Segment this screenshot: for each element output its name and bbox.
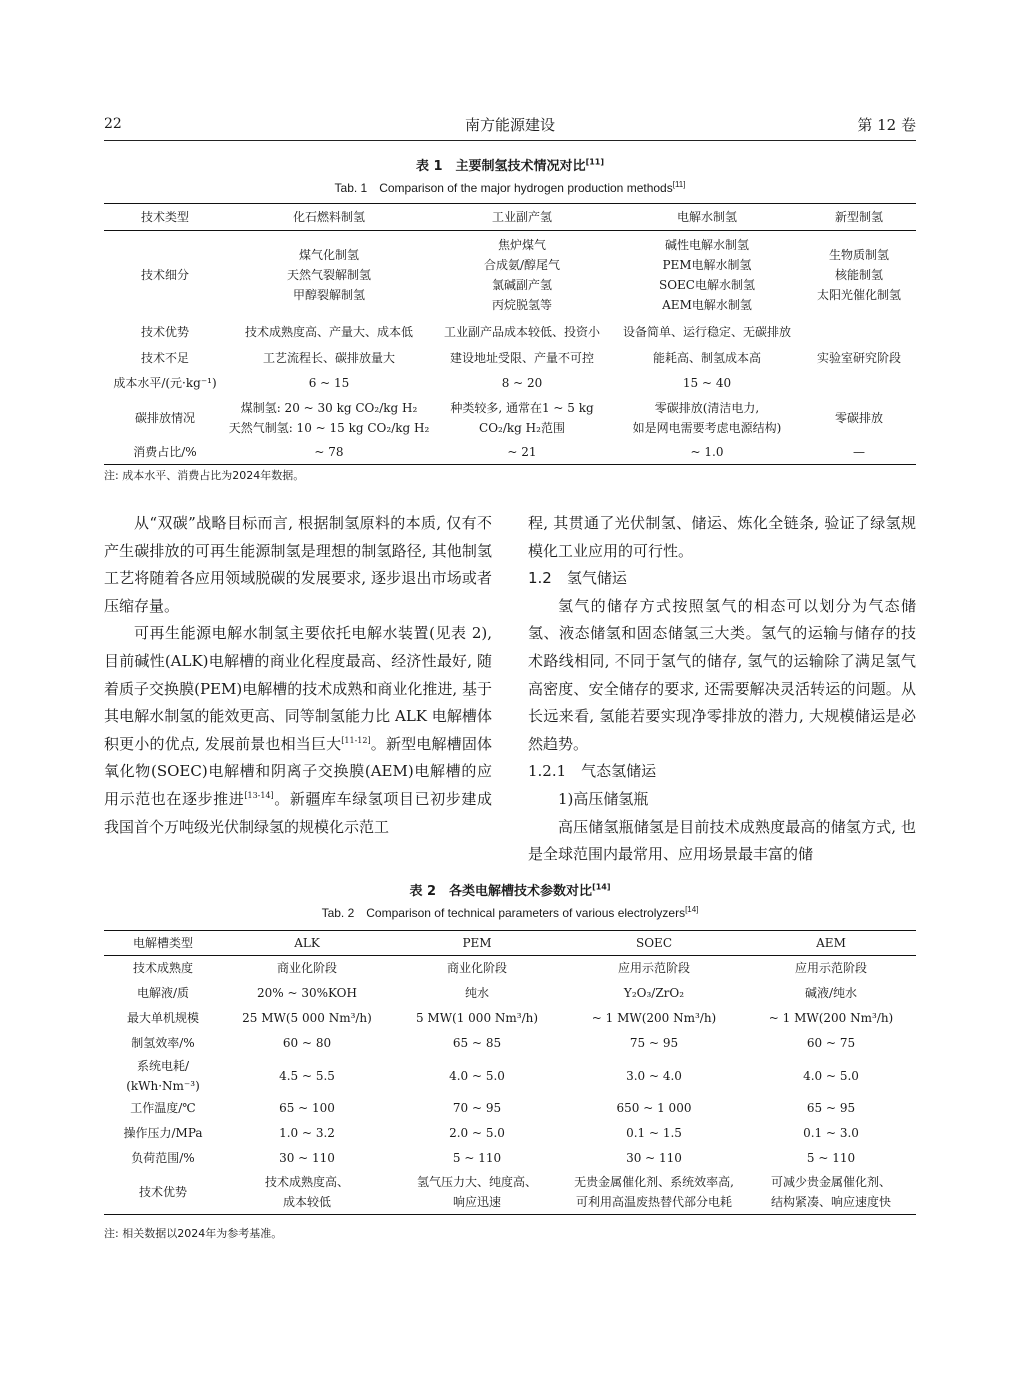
table2-header-cell: SOEC — [636, 936, 672, 950]
table2-cell — [222, 1146, 392, 1171]
table2-header-cell: AEM — [816, 936, 846, 950]
table2-row-label — [104, 1006, 222, 1031]
cell-line: PEM电解水制氢 — [662, 257, 752, 272]
cell-line: 6 ~ 15 — [308, 376, 350, 390]
table1-cell — [432, 396, 612, 440]
table2-cell — [392, 956, 562, 981]
table2-cell — [562, 1031, 746, 1056]
cell-line: 最大单机规模 — [126, 1011, 199, 1025]
table2-cell — [746, 1146, 916, 1171]
table1-row-label: 技术优势 — [140, 325, 189, 339]
table2-cell — [746, 1006, 916, 1031]
table2-caption-en: Tab. 2 Comparison of technical parameters of various electrolyzers[14] — [321, 905, 699, 920]
table2-row-label — [104, 1056, 222, 1096]
cell-line: 种类较多, 通常在1 ~ 5 kg — [450, 400, 594, 415]
table1-header-row — [104, 204, 916, 231]
cell-line: 30 ~ 110 — [279, 1151, 335, 1165]
cell-line: 工作温度/℃ — [130, 1101, 196, 1115]
cell-line: 系统电耗/ — [136, 1058, 190, 1073]
cell-line: 丙烷脱氢等 — [491, 297, 552, 312]
cell-line: SOEC电解水制氢 — [658, 277, 755, 292]
volume-label: 第 12 卷 — [857, 116, 916, 134]
cell-line: 70 ~ 95 — [452, 1101, 502, 1115]
table2-cell — [562, 1056, 746, 1096]
table1-cell — [226, 440, 432, 465]
table1-row — [104, 346, 916, 371]
table2-cell — [222, 1006, 392, 1031]
cell-line: 核能制氢 — [834, 267, 883, 282]
cell-line: 碱性电解水制氢 — [664, 237, 749, 252]
cell-line: 操作压力/MPa — [123, 1126, 203, 1140]
table2-cell — [562, 1096, 746, 1121]
table2-header-cell: ALK — [294, 936, 320, 950]
cell-line: 工艺流程长、碳排放量大 — [262, 351, 395, 365]
table2-cell — [746, 1121, 916, 1146]
table1-cell — [432, 371, 612, 396]
cell-line: 1.0 ~ 3.2 — [279, 1126, 335, 1140]
cell-line: 2.0 ~ 5.0 — [449, 1126, 505, 1140]
table2-cell — [222, 1121, 392, 1146]
cell-line: 甲醇裂解制氢 — [292, 287, 365, 302]
cell-line: 商业化阶段 — [276, 961, 337, 976]
cell-line: 零碳排放 — [834, 410, 883, 425]
table2-cell — [222, 956, 392, 981]
table2-cell — [392, 1121, 562, 1146]
table2-row — [104, 1171, 916, 1215]
cell-line: 可减少贵金属催化剂、 — [770, 1175, 891, 1190]
cell-line: (kWh·Nm⁻³) — [126, 1078, 200, 1093]
cell-line: 负荷范围/% — [131, 1151, 195, 1165]
cell-line: 煤制氢: 20 ~ 30 kg CO₂/kg H₂ — [240, 400, 418, 415]
table1-row-label: 成本水平/(元·kg⁻¹) — [113, 376, 217, 390]
cell-line: 4.5 ~ 5.5 — [279, 1068, 335, 1083]
cell-line: 纯水 — [464, 986, 489, 1000]
cell-line: 5 ~ 110 — [452, 1151, 502, 1165]
cell-line: 合成氨/醇尾气 — [483, 257, 561, 272]
cell-line: 零碳排放(清洁电力, — [654, 400, 760, 415]
table2-row — [104, 1146, 916, 1171]
table1-header-cell: 新型制氢 — [834, 210, 883, 224]
table1-cell — [226, 396, 432, 440]
table1-row — [104, 371, 916, 396]
cell-line: Y₂O₃/ZrO₂ — [623, 986, 685, 1000]
cell-line: 氯碱副产氢 — [491, 277, 552, 292]
cell-line: 煤气化制氢 — [298, 247, 359, 262]
cell-line: 太阳光催化制氢 — [816, 287, 901, 302]
cell-line: 65 ~ 100 — [279, 1101, 335, 1115]
cell-line: 电解液/质 — [136, 986, 190, 1000]
table2-row-label — [104, 956, 222, 981]
table2-row — [104, 1006, 916, 1031]
table1-header-cell: 化石燃料制氢 — [292, 210, 365, 224]
table1-header-cell: 电解水制氢 — [676, 210, 737, 224]
table1-cell — [226, 371, 432, 396]
table2-header-cell: PEM — [462, 936, 492, 950]
table2-row — [104, 1031, 916, 1056]
cell-line: 建设地址受限、产量不可控 — [449, 351, 594, 365]
cell-line: ~ 1.0 — [690, 444, 724, 459]
table1-cell — [612, 231, 802, 319]
cell-line: ~ 78 — [314, 444, 344, 459]
table1-header-cell: 技术类型 — [140, 210, 189, 224]
cell-line: 3.0 ~ 4.0 — [626, 1068, 682, 1083]
cell-line: 可利用高温废热替代部分电耗 — [575, 1195, 732, 1210]
table1-cell — [432, 231, 612, 319]
table2-row — [104, 956, 916, 981]
table1-cell — [432, 346, 612, 371]
table1-cell — [802, 440, 916, 465]
table2-cell — [562, 1006, 746, 1031]
cell-line: 5 MW(1 000 Nm³/h) — [415, 1011, 539, 1025]
cell-line: 20% ~ 30%KOH — [257, 986, 357, 1000]
table2-cell — [392, 1006, 562, 1031]
table2-row-label — [104, 1031, 222, 1056]
cell-line: ~ 1 MW(200 Nm³/h) — [591, 1011, 717, 1025]
table2-cell — [746, 1056, 916, 1096]
table2-header-row — [104, 931, 916, 956]
table1-cell — [802, 319, 916, 346]
cell-line: 0.1 ~ 3.0 — [803, 1126, 859, 1140]
cell-line: 4.0 ~ 5.0 — [449, 1068, 505, 1083]
cell-line: 工业副产品成本较低、投资小 — [443, 325, 600, 339]
table2-cell — [746, 981, 916, 1006]
table2-row-label — [104, 981, 222, 1006]
table2-cell — [222, 1056, 392, 1096]
table1-header-cell: 工业副产氢 — [491, 210, 552, 224]
cell-line: 65 ~ 85 — [452, 1036, 502, 1050]
cell-line: 天然气制氢: 10 ~ 15 kg CO₂/kg H₂ — [228, 420, 430, 435]
table1-note: 注: 成本水平、消费占比为2024年数据。 — [104, 469, 305, 482]
table2-cell — [222, 1096, 392, 1121]
table2-cell — [562, 956, 746, 981]
cell-line: 如是网电需要考虑电源结构) — [632, 420, 782, 435]
table2-cell — [222, 1171, 392, 1215]
cell-line: 0.1 ~ 1.5 — [626, 1126, 682, 1140]
table1-cell — [802, 371, 916, 396]
cell-line: 5 ~ 110 — [806, 1151, 856, 1165]
table2-row — [104, 981, 916, 1006]
cell-line: ~ 21 — [507, 444, 537, 459]
cell-line: 8 ~ 20 — [501, 376, 543, 390]
paragraph: 氢气的储存方式按照氢气的相态可以划分为气态储氢、液态储氢和固态储氢三大类。氢气的运输与储存的技术路线相同, 不同于氢气的储存, 氢气的运输除了满足氢气高密度、安全储存的要求, 还需要解决灵活转运的问题。从长远来看, 氢能若要实现净零排放的潜力, 大规模储运是必然趋势。 — [528, 596, 916, 753]
table2-row-label — [104, 1096, 222, 1121]
table1-cell — [802, 231, 916, 319]
table2-cell — [222, 1031, 392, 1056]
table2-cell — [562, 1121, 746, 1146]
table2-cell — [392, 1146, 562, 1171]
running-header — [104, 113, 916, 137]
subsection-heading: 1.2.1 气态氢储运 — [528, 762, 657, 781]
table2 — [104, 930, 916, 1215]
table1-row-label: 碳排放情况 — [134, 410, 195, 425]
table1-row — [104, 440, 916, 465]
table2-cell — [562, 981, 746, 1006]
table1-row-label: 消费占比/% — [133, 444, 197, 459]
header-rule — [104, 140, 916, 141]
body-right-column — [528, 510, 916, 869]
cell-line: 商业化阶段 — [446, 961, 507, 976]
cell-line: 4.0 ~ 5.0 — [803, 1068, 859, 1083]
section-heading: 1.2 氢气储运 — [528, 569, 627, 588]
cell-line: 技术成熟度 — [132, 961, 193, 976]
table2-caption-zh: 表 2 各类电解槽技术参数对比[14] — [409, 882, 611, 899]
cell-line: 生物质制氢 — [828, 247, 889, 262]
table2-cell — [222, 981, 392, 1006]
table1-cell — [802, 346, 916, 371]
table2-row-label — [104, 1171, 222, 1215]
cell-line: 无贵金属催化剂、系统效率高, — [574, 1175, 734, 1190]
table2-cell — [746, 956, 916, 981]
cell-line: 天然气裂解制氢 — [286, 267, 371, 282]
table2-cell — [562, 1146, 746, 1171]
paragraph: 可再生能源电解水制氢主要依托电解水装置(见表 2), 目前碱性(ALK)电解槽的商业化程度最高、经济性最好, 随着质子交换膜(PEM)电解槽的技术成熟和商业化推进, 基于其电解水制氢的能效更高、同等制氢能力比 ALK 电解槽体积更小的优点, 发展前景也相当巨大[11-12]。新型电解槽固体氧化物(SOEC)电解槽和阴离子交换膜(AEM)电解槽的应用示范也在逐步推进[13-14]。新疆库车绿氢项目已初步建成我国首个万吨级光伏制绿氢的规模化示范工 — [104, 624, 492, 836]
cell-line: 响应迅速 — [452, 1195, 501, 1210]
cell-line: CO₂/kg H₂范围 — [479, 420, 565, 435]
table2-cell — [392, 1031, 562, 1056]
cell-line: 60 ~ 75 — [806, 1036, 856, 1050]
table1-caption-zh: 表 1 主要制氢技术情况对比[11] — [415, 157, 605, 174]
journal-title: 南方能源建设 — [464, 116, 555, 134]
cell-line: 60 ~ 80 — [282, 1036, 332, 1050]
cell-line: — — [853, 444, 865, 459]
table1-cell — [612, 396, 802, 440]
table1-cell — [612, 346, 802, 371]
table1-cell — [432, 440, 612, 465]
table1 — [104, 203, 916, 465]
table2-cell — [392, 981, 562, 1006]
table1-row — [104, 319, 916, 346]
table1-caption-en: Tab. 1 Comparison of the major hydrogen production methods[11] — [334, 180, 686, 195]
table2-row — [104, 1096, 916, 1121]
cell-line: 15 ~ 40 — [682, 376, 732, 390]
table1-row-label: 技术不足 — [140, 351, 189, 365]
cell-line: 25 MW(5 000 Nm³/h) — [242, 1011, 372, 1025]
table1-cell — [226, 346, 432, 371]
paragraph-continued: 程, 其贯通了光伏制氢、储运、炼化全链条, 验证了绿氢规模化工业应用的可行性。 — [528, 514, 916, 560]
table2-row — [104, 1056, 916, 1096]
cell-line: 焦炉煤气 — [497, 237, 546, 252]
cell-line: 成本较低 — [282, 1195, 331, 1210]
table2-cell — [746, 1171, 916, 1215]
body-left-column — [104, 510, 492, 841]
table2-row-label — [104, 1146, 222, 1171]
cell-line: 65 ~ 95 — [806, 1101, 856, 1115]
table2-note: 注: 相关数据以2024年为参考基准。 — [104, 1227, 283, 1240]
table2-cell — [392, 1096, 562, 1121]
table2-row — [104, 1121, 916, 1146]
table2-row-label — [104, 1121, 222, 1146]
cell-line: AEM电解水制氢 — [662, 297, 752, 312]
table2-header-cell: 电解槽类型 — [132, 936, 193, 950]
cell-line: 30 ~ 110 — [626, 1151, 682, 1165]
table2-cell — [746, 1096, 916, 1121]
cell-line: 技术优势 — [138, 1185, 187, 1200]
cell-line: 制氢效率/% — [131, 1036, 195, 1050]
cell-line: 氢气压力大、纯度高、 — [416, 1175, 537, 1190]
table1-row — [104, 231, 916, 319]
cell-line: 实验室研究阶段 — [816, 351, 901, 365]
cell-line: 75 ~ 95 — [629, 1036, 679, 1050]
page-number: 22 — [104, 116, 122, 132]
cell-line: 应用示范阶段 — [794, 961, 867, 976]
table2-cell — [392, 1056, 562, 1096]
table1-cell — [612, 440, 802, 465]
table1-row — [104, 396, 916, 440]
table1-cell — [612, 371, 802, 396]
cell-line: 设备简单、运行稳定、无碳排放 — [622, 325, 791, 339]
table1-cell — [226, 231, 432, 319]
cell-line: 能耗高、制氢成本高 — [652, 351, 761, 365]
cell-line: 应用示范阶段 — [617, 961, 690, 976]
cell-line: 结构紧凑、响应速度快 — [770, 1195, 891, 1210]
table2-cell — [746, 1031, 916, 1056]
table1-cell — [802, 396, 916, 440]
cell-line: 技术成熟度高、 — [264, 1175, 349, 1190]
paragraph: 高压储氢瓶储氢是目前技术成熟度最高的储氢方式, 也是全球范围内最常用、应用场景最丰富的储 — [528, 817, 916, 864]
cell-line: 650 ~ 1 000 — [616, 1101, 692, 1115]
table2-cell — [562, 1171, 746, 1215]
table2-cell — [392, 1171, 562, 1215]
cell-line: 技术成熟度高、产量大、成本低 — [244, 325, 413, 339]
table1-cell — [612, 319, 802, 346]
list-item-heading: 1)高压储氢瓶 — [558, 789, 649, 808]
table1-cell — [226, 319, 432, 346]
cell-line: ~ 1 MW(200 Nm³/h) — [768, 1011, 894, 1025]
table1-row-label: 技术细分 — [140, 267, 189, 282]
cell-line: 碱液/纯水 — [804, 986, 858, 1000]
paragraph: 从“双碳”战略目标而言, 根据制氢原料的本质, 仅有不产生碳排放的可再生能源制氢是理想的制氢路径, 其他制氢工艺将随着各应用领域脱碳的发展要求, 逐步退出市场或者压缩存量。 — [104, 514, 492, 615]
table1-cell — [432, 319, 612, 346]
